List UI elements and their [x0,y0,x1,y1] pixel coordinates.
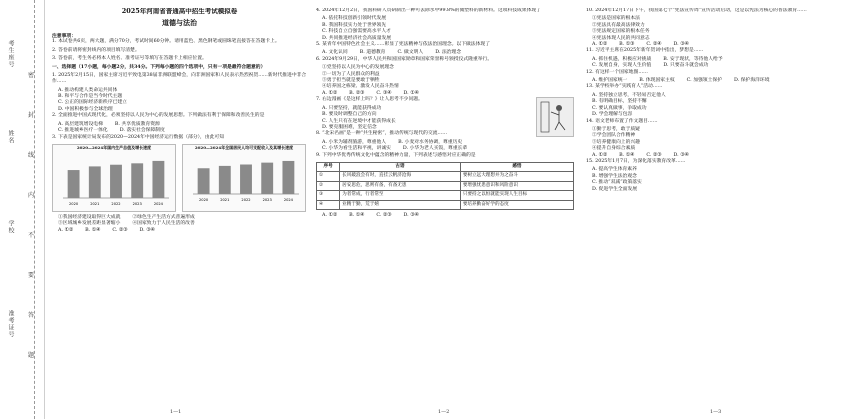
answer-choice: D. ③④ [139,227,155,233]
question-3: 3. 下表是国家统计局发布的2020—2024年中国经济运行数据（部分），由此可知 [52,134,225,140]
chart-title: 2020—2024年全国居民人均可支配收入及其增长速度 [194,144,294,150]
option: ①我国经济建设取得巨大成就 [58,214,121,220]
bar [110,165,122,198]
answer-choice: B. ①③ [619,42,635,48]
cut-line [34,0,35,419]
option: B. 共享优质教育资源 [114,121,160,127]
bar [68,170,80,198]
answer-choice: B. ①④ [619,152,635,158]
option: D. 中国积极参与全球治理 [58,106,113,112]
bar [261,163,273,194]
table-row [317,172,574,181]
question-10: 10. 2024年12月17日下午，我国第七个“宪法宣传周”宣传活动启动，这是以宪法为核心的普法教育…… [586,8,807,13]
option: B. 要及时调整自己的方向 [322,112,377,118]
table-cell: 业精于勤，荒于嬉 [340,200,461,209]
option: C. 人生只有在逆境中才能获得成长 [322,118,396,124]
option: D. 只要奋斗就会成功 [663,63,709,69]
page-number: 1—1 [170,409,182,415]
bar [131,164,143,199]
question-15: 15. 2025年1月7日，为深化落实教育改革…… [586,158,686,164]
table-header: 感悟 [460,162,573,171]
page-number: 1—2 [438,409,450,415]
option: ①党坚持以人民为中心的发展理念 [322,65,394,71]
option: ③宪法规定国家的根本任务 [592,29,650,35]
answer-choice: B. ②③ [349,90,365,96]
option: A. 小米为辅剂旅游，尊重他人 [322,139,387,145]
question-9: 9. 下列中华优秀传统文化中蕴含的精神力量，下列表述与感悟对应正确的是 [316,152,476,158]
answer-choice: D. ③④ [673,152,689,158]
quote-table [316,162,574,210]
answer-choice: D. ③④ [403,212,419,218]
seal-char: 题 [28,352,35,359]
section-heading: 一、选择题（17小题，每小题2分，共34分。下列每小题的四个选项中，只有一项是最符合题意的） [52,64,266,71]
notice-item: 3. 答卷前，考生务必将本人姓名、准考证号等填写在答题卡上相应位置。 [52,56,207,62]
table-cell: ③ [317,191,340,200]
bar [152,161,164,198]
bar [282,161,294,194]
margin-field-3: 学校 [7,220,14,234]
table-row [317,191,574,200]
answer-choice: D. ①④ [403,90,419,96]
option: B. 安于现状，等待他人给予 [663,56,723,62]
option: D. 落实社会保障制度 [119,128,165,134]
table-cell: ① [317,172,340,181]
seal-char: 内 [28,192,35,199]
chart-title: 2020—2024年国内生产总值及增长速度 [76,144,152,150]
cartoon-illustration [537,98,573,136]
option: A. 维护国家统一 [592,78,628,84]
tick-label: 2024 [153,202,163,207]
answer-choice: C. ②③ [376,212,392,218]
option: C. 做文明人 [397,50,424,56]
answer-choice: A. ①② [322,90,338,96]
page-number: 1—3 [710,409,722,415]
option: ④宪法体现人民的共同意志 [592,35,650,41]
option: B. 道德教育 [359,50,386,56]
option: A. 推动构建人类命运共同体 [58,87,118,93]
bar [219,166,231,194]
option: C. 科技自立自强需要高水平人才 [322,29,391,35]
option: A. 文化认同 [322,50,348,56]
notice-heading: 注意事项： [52,32,76,39]
bar [240,165,252,195]
table-cell: 长风破浪会有时，直挂云帆济沧海 [340,172,461,181]
tick-label: 2023 [132,202,142,207]
option: D. 法治理念 [435,50,462,56]
option: ①勤于思考，敢于质疑 [592,126,640,132]
option: B. 体现国家主权 [639,78,675,84]
option: ①宪法是国家的根本法 [592,16,640,22]
answer-choice: A. ①② [322,212,338,218]
seal-char: 不 [28,232,35,239]
option: B. 我国科技实力处于世界领先 [322,22,387,28]
option: A. 依托科技创新引领时代发展 [322,16,387,22]
tick-label: 2020 [199,198,209,203]
table-cell: 要培养勤奋好学的态度 [460,200,573,209]
margin-field-2: 姓名 [7,130,14,144]
option: C. 公正的国际经济新秩序已建立 [58,100,127,106]
table-header: 序号 [317,162,340,171]
seal-char: 要 [28,272,35,279]
question-13: 13. 某学校举办“实践育人”活动…… [586,84,663,90]
subject-title: 道德与法治 [162,18,197,28]
option: A. 坚持独立思考，不轻易否定他人 [592,92,666,98]
question-1: 1. 2025年2月15日，国家主席习近平致电第38届非洲联盟峰会，向非洲国家和人民表示热烈祝贺……新时代推进中非合作…… [52,72,307,85]
margin-field-1: 考生座号 [7,40,14,68]
seal-char: 答 [28,312,35,319]
margin-field-4: 准考证号 [7,310,14,338]
answer-choice: C. ②③ [112,227,128,233]
column-1 [52,8,307,413]
option: C. 发展自身，实现人生价值 [592,63,652,69]
option: ③培养健康向上的兴趣 [592,139,640,145]
tick-label: 2020 [69,202,79,207]
table-cell: 只要持之以恒就能实现人生目标 [460,191,573,200]
option: B. 增强学生法治观念 [592,173,637,179]
option: C. 推进城乡医疗一体化 [58,128,108,134]
question-2: 2. 全面推进中国式现代化，必须坚持以人民为中心的发展思想。下列做法有利于保障和改善民生的是 [52,113,265,119]
gdp-chart-svg [53,151,173,207]
question-14: 14. 语文老师布置了作文题目…… [586,118,658,124]
option: C. 要认真做事，争取成功 [592,105,647,111]
option: B. 和平与合作是当今时代主题 [58,94,123,100]
tick-label: 2022 [111,202,121,207]
option: D. 要克服困难，坚定信念 [322,124,377,130]
option: D. 学会理解与包容 [592,112,633,118]
seal-char: 封 [28,112,35,119]
seal-char: 线 [28,152,35,159]
option: B. 小麦对水务协调，尊重历史 [398,139,463,145]
option: B. 有明确目标，坚持不懈 [592,99,647,105]
tick-label: 2024 [283,198,293,203]
notice-item: 1. 本试卷共6页，两大题，满分70分，考试时间60分钟。请用蓝色、黑色钢笔或圆珠笔直接答在答题卡上。 [52,39,280,45]
question-4: 4. 2024年12月2日，我国科研人员研制出一种可去除水中99.8%的微塑料的新材料。这项科技成果体现了 [316,8,541,13]
tick-label: 2021 [90,202,100,207]
question-5: 5. 某青年中国特色社会主义……彰显了宪法精神与依法治国理念。以下做法体现了 [316,42,490,48]
answer-choice: D. ③④ [673,42,689,48]
income-chart [182,144,306,212]
option: D. 共同推进经济社会高质量发展 [322,35,392,41]
answer-choice: B. ①④ [85,227,101,233]
bar [89,167,101,199]
table-row [317,200,574,209]
table-cell: 要树立远大理想并为之奋斗 [460,172,573,181]
notice-item: 2. 答卷前请将密封线内的项目填写清楚。 [52,47,140,53]
bar [198,169,210,195]
table-cell: 要增强忧患意识和风险意识 [460,181,573,190]
question-6: 6. 2024年9月29日，中华人民共和国国家勋章和国家荣誉称号颁授仪式隆重举行。 [316,56,493,62]
answer-choice: A. ①② [592,42,608,48]
exam-title: 2025年河南省普通高中招生考试模拟卷 [121,8,238,15]
seal-char: 密 [28,72,35,79]
table-header: 古语 [340,162,461,171]
column-3 [586,8,850,413]
question-11: 11. 习近平主席在2025年新年贺词中指出，梦想是…… [586,48,704,54]
option: A. 高层建筑增设电梯 [58,121,103,127]
option: D. 促进学生全面发展 [592,186,638,192]
answer-choice: A. ①② [58,227,74,233]
option: ③勇于担当就是要敢于牺牲 [322,78,380,84]
answer-choice: A. ①② [592,152,608,158]
option: ④国家致力于人民生活的改善 [132,221,195,227]
option: C. 推动“双减”政策落实 [592,180,642,186]
table-cell: ④ [317,200,340,209]
table-row [317,181,574,190]
charts-row [52,144,307,212]
answer-choice: B. ①④ [349,212,365,218]
option: ②宪法具有最高法律效力 [592,22,645,28]
option: A. 只要坚持，就能获得成功 [322,105,382,111]
gdp-chart [52,144,176,212]
option: ②学会团队合作精神 [592,133,636,139]
table-cell: ② [317,181,340,190]
option: ②绿色生产生活方式普遍形成 [132,214,195,220]
option: ④培养国之栋梁、激发人民奋斗热情 [322,84,399,90]
option: ③区域城乡发展差距显著缩小 [58,221,121,227]
cartoon-figure [536,97,574,137]
option: C. 加强领土保护 [686,78,722,84]
option: A. 抓住机遇，积极应对挑战 [592,56,652,62]
option: A. 提高学生体育素养 [592,167,637,173]
option: D. 小华为老人买饭，尊重长辈 [402,146,468,152]
tick-label: 2023 [262,198,272,203]
tick-label: 2021 [220,198,230,203]
answer-choice: C. ②③ [646,152,662,158]
table-cell: 居安思危，思则有备，有备无患 [340,181,461,190]
table-cell: 为者常成，行者常至 [340,191,461,200]
answer-choice: C. ②④ [646,42,662,48]
question-7: 7. 右边漫画《是这样上吗？》让人思考不少问题。 [316,97,423,103]
option: D. 保护海洋环境 [734,78,770,84]
column-2 [316,8,574,413]
option: C. 小华为看生活和平视，讲诚实 [322,146,391,152]
tick-label: 2022 [241,198,251,203]
option: ②一切为了人民群众的利益 [322,71,380,77]
answer-choice: C. ③④ [376,90,392,96]
question-12: 12. 有这样一个国家地图…… [586,69,648,75]
binding-margin [0,0,45,419]
question-8: 8. “北宋名画”是一种“共生秘密”，推动传统与现代的交流…… [316,131,448,137]
income-chart-svg [183,151,303,203]
option: ④提升自身综合素质 [592,146,636,152]
